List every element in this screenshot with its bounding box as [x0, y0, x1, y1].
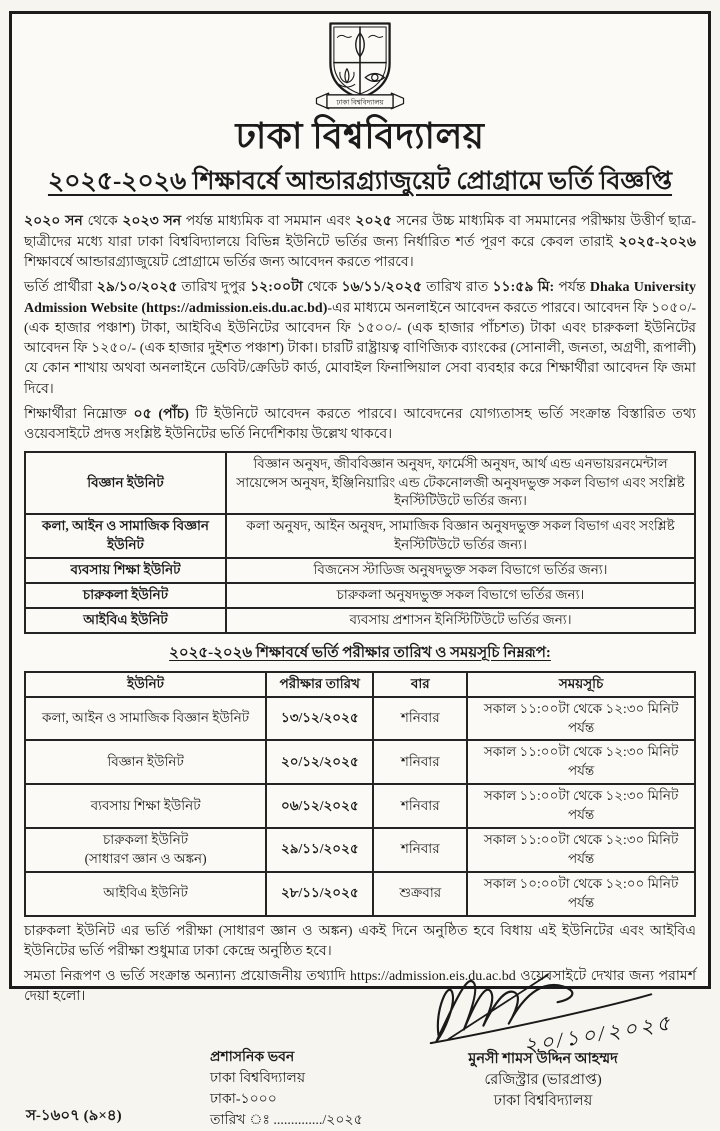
schedule-unit-line1: চারুকলা ইউনিট — [103, 832, 189, 848]
footer-area — [24, 1010, 696, 1131]
schedule-header-time: সময়সূচি — [467, 672, 695, 697]
university-name-title: ঢাকা বিশ্ববিদ্যালয় — [235, 116, 485, 156]
schedule-header-row — [25, 672, 695, 697]
unit-name-cell: বিজ্ঞান ইউনিট — [25, 452, 226, 515]
schedule-row — [25, 784, 695, 828]
unit-description-cell: চারুকলা অনুষদভুক্ত সকল বিভাগে ভর্তির জন্য। — [226, 583, 695, 608]
signature-date-handwritten: ২০/১০/২০২৫ — [521, 1010, 675, 1058]
equivalence-note-paragraph: সমতা নিরূপণ ও ভর্তি সংক্রান্ত অন্যান্য প্রয়োজনীয় তথ্যাদি https://admission.eis.du.ac.bd ওয়েবসাইটে দেখার জন্য পরামর্শ দেয়া হলো। — [24, 969, 696, 1005]
units-table-row — [25, 452, 695, 515]
notice-title: ২০২৫-২০২৬ শিক্ষাবর্ষে আন্ডারগ্র্যাজুয়েট প্রোগ্রামে ভর্তি বিজ্ঞপ্তি — [47, 168, 673, 196]
units-table — [24, 451, 696, 634]
schedule-row — [25, 740, 695, 784]
schedule-row — [25, 697, 695, 741]
address-city: ঢাকা-১০০০ — [210, 1091, 277, 1107]
units-table-row — [25, 608, 695, 633]
notice-content — [12, 14, 708, 1128]
dhaka-university-crest-icon — [299, 20, 421, 114]
unit-name-cell: চারুকলা ইউনিট — [25, 583, 226, 608]
unit-name-cell: আইবিএ ইউনিট — [25, 608, 226, 633]
schedule-date-cell: ২০/১২/২০২৫ — [266, 740, 373, 784]
logo-banner-text: ঢাকা বিশ্ববিদ্যালয় — [336, 98, 384, 107]
schedule-row — [25, 828, 695, 872]
schedule-time-cell: সকাল ১১:০০টা থেকে ১২:৩০ মিনিট পর্যন্ত — [467, 828, 695, 872]
schedule-day-cell: শনিবার — [373, 697, 467, 741]
form-number: স-১৬০৭ (৯×৪) — [26, 1107, 122, 1124]
address-block — [210, 1047, 363, 1131]
document-border-frame — [9, 11, 711, 1128]
units-table-row — [25, 558, 695, 583]
registrar-designation: রেজিস্ট্রার (ভারপ্রাপ্ত) — [484, 1071, 602, 1088]
unit-description-cell: বিজ্ঞান অনুষদ, জীববিজ্ঞান অনুষদ, ফার্মেসী অনুষদ, আর্থ এন্ড এনভায়রনমেন্টাল সায়েন্সেস অনুষদ, ইঞ্জিনিয়ারিং এন্ড টেকনোলজী অনুষদভুক্ত সকল বিভাগ এবং সংশ্লিষ্ট ইনস্টিটিউটে ভর্তির জন্য। — [226, 452, 695, 515]
schedule-table-title: ২০২৫-২০২৬ শিক্ষাবর্ষে ভর্তি পরীক্ষার তারিখ ও সময়সূচি নিম্নরূপ: — [169, 644, 551, 661]
schedule-header-unit: ইউনিট — [25, 672, 266, 697]
address-date-line: তারিখ ঃ ............../২০২৫ — [210, 1112, 363, 1128]
schedule-time-cell: সকাল ১১:০০টা থেকে ১২:৩০ মিনিট পর্যন্ত — [467, 697, 695, 741]
schedule-unit-cell: ব্যবসায় শিক্ষা ইউনিট — [25, 784, 266, 828]
unit-description-cell: কলা অনুষদ, আইন অনুষদ, সামাজিক বিজ্ঞান অনুষদভুক্ত সকল বিভাগ এবং সংশ্লিষ্ট ইনস্টিটিউটে ভর্তির জন্য। — [226, 514, 695, 558]
eligibility-paragraph: ২০২০ সন থেকে ২০২৩ সন পর্যন্ত মাধ্যমিক বা সমমান এবং ২০২৫ সনের উচ্চ মাধ্যমিক বা সমমানের পরীক্ষায় উত্তীর্ণ ছাত্র-ছাত্রীদের মধ্যে যারা ঢাকা বিশ্ববিদ্যালয়ে বিভিন্ন ইউনিটে ভর্তির জন্য নির্ধারিত শর্ত পূরণ করে কেবল তারাই ২০২৫-২০২৬ শিক্ষাবর্ষে আন্ডারগ্র্যাজুয়েট প্রোগ্রামে ভর্তির জন্য আবেদন করতে পারবে। — [24, 214, 697, 270]
units-table-row — [25, 583, 695, 608]
fine-arts-note-paragraph: চারুকলা ইউনিট এর ভর্তি পরীক্ষা (সাধারণ জ্ঞান ও অঙ্কন) একই দিনে অনুষ্ঠিত হবে বিধায় এই ইউনিটের এবং আইবিএ ইউনিটের ভর্তি পরীক্ষা শুধুমাত্র ঢাকা কেন্দ্রে অনুষ্ঠিত হবে। — [24, 923, 696, 959]
schedule-day-cell: শনিবার — [373, 784, 467, 828]
schedule-unit-cell — [25, 828, 266, 872]
units-intro-paragraph: শিক্ষার্থীরা নিম্নোক্ত ০৫ (পাঁচ) টি ইউনিটে আবেদন করতে পারবে। আবেদনের যোগ্যতাসহ ভর্তি সংক্রান্ত বিস্তারিত তথ্য ওয়েবসাইটে প্রদত্ত সংশ্লিষ্ট ইউনিটের ভর্তি নির্দেশিকায় উল্লেখ থাকবে। — [24, 407, 696, 443]
schedule-date-cell: ১৩/১২/২০২৫ — [266, 697, 373, 741]
unit-description-cell: বিজনেস স্টাডিজ অনুষদভুক্ত সকল বিভাগে ভর্তির জন্য। — [226, 558, 695, 583]
schedule-unit-line2: (সাধারণ জ্ঞান ও অঙ্কন) — [84, 850, 207, 866]
registrar-name: মুনসী শামস উদ্দিন আহম্মদ — [468, 1050, 618, 1067]
schedule-time-cell: সকাল ১১:০০টা থেকে ১২:৩০ মিনিট পর্যন্ত — [467, 740, 695, 784]
schedule-header-date: পরীক্ষার তারিখ — [266, 672, 373, 697]
schedule-day-cell: শনিবার — [373, 740, 467, 784]
schedule-date-cell: ০৬/১২/২০২৫ — [266, 784, 373, 828]
schedule-header-day: বার — [373, 672, 467, 697]
schedule-unit-cell: আইবিএ ইউনিট — [25, 872, 266, 916]
schedule-unit-cell: কলা, আইন ও সামাজিক বিজ্ঞান ইউনিট — [25, 697, 266, 741]
unit-description-cell: ব্যবসায় প্রশাসন ইনিস্টিটিউটে ভর্তির জন্য। — [226, 608, 695, 633]
schedule-row — [25, 872, 695, 916]
units-table-row — [25, 514, 695, 558]
registrar-organization: ঢাকা বিশ্ববিদ্যালয় — [493, 1092, 593, 1109]
exam-schedule-table — [24, 671, 696, 917]
application-paragraph: ভর্তি প্রার্থীরা ২৯/১০/২০২৫ তারিখ দুপুর ১২:০০টা থেকে ১৬/১১/২০২৫ তারিখ রাত ১১:৫৯ মি: পর্যন্ত Dhaka University Admission Website (https://admission.eis.du.ac.bd)-এর মাধ্যমে অনলাইনে আবেদন করতে পারবে। আবেদন ফি ১০৫০/- (এক হাজার পঞ্চাশ) টাকা, আইবিএ ইউনিটের আবেদন ফি ১৫০০/- (এক হাজার পাঁচশত) টাকা এবং চারুকলা ইউনিটের আবেদন ফি ১২৫০/- (এক হাজার দুইশত পঞ্চাশ) টাকা। চারটি রাষ্ট্রায়ত্ব বাণিজ্যিক ব্যাংকের (সোনালী, জনতা, অগ্রণী, রূপালী) যে কোন শাখায় অথবা অনলাইনে ডেবিট/ক্রেডিট কার্ড, মোবাইল ফিনান্সিয়াল সেবা ব্যবহার করে শিক্ষার্থীরা আবেদন ফি জমা দিবে। — [24, 280, 696, 397]
schedule-unit-cell: বিজ্ঞান ইউনিট — [25, 740, 266, 784]
schedule-day-cell: শুক্রবার — [373, 872, 467, 916]
university-logo — [24, 20, 696, 116]
address-building: প্রশাসনিক ভবন — [210, 1049, 295, 1065]
schedule-date-cell: ২৮/১১/২০২৫ — [266, 872, 373, 916]
unit-name-cell: ব্যবসায় শিক্ষা ইউনিট — [25, 558, 226, 583]
signature-block — [404, 969, 682, 1112]
unit-name-cell: কলা, আইন ও সামাজিক বিজ্ঞান ইউনিট — [25, 514, 226, 558]
schedule-time-cell: সকাল ১০:০০টা থেকে ১২:০০ মিনিট পর্যন্ত — [467, 872, 695, 916]
schedule-date-cell: ২৯/১১/২০২৫ — [266, 828, 373, 872]
schedule-time-cell: সকাল ১১:০০টা থেকে ১২:৩০ মিনিট পর্যন্ত — [467, 784, 695, 828]
schedule-day-cell: শনিবার — [373, 828, 467, 872]
address-university: ঢাকা বিশ্ববিদ্যালয় — [210, 1070, 306, 1086]
signature-area — [404, 969, 682, 1058]
